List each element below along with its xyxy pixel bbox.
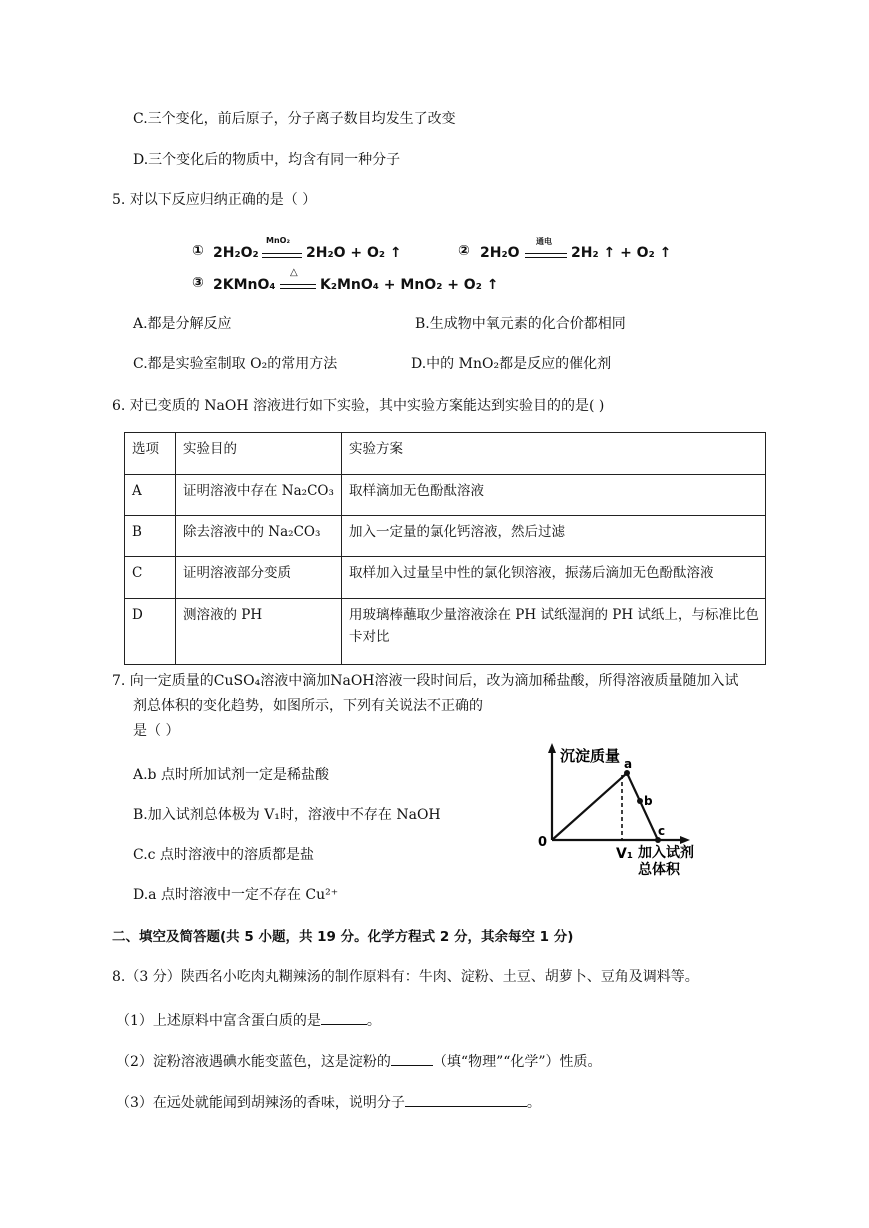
q4-option-c: C.三个变化，前后原子，分子离子数目均发生了改变 — [133, 111, 456, 127]
q7-option-c: C.c 点时溶液中的溶质都是盐 — [133, 847, 314, 863]
q8-2 — [116, 1051, 602, 1071]
q8-2-end: （填“物理”“化学”）性质。 — [432, 1054, 602, 1070]
graph-line — [552, 773, 658, 840]
eq2-number: ② — [458, 243, 470, 259]
cell-option: C — [125, 557, 176, 599]
header-plan: 实验方案 — [342, 433, 766, 475]
eq2-reactants: 2H₂O — [480, 245, 520, 261]
eq1-condition: MnO₂ — [266, 236, 290, 245]
q7-stem-line2: 剂总体积的变化趋势，如图所示，下列有关说法不正确的 — [133, 698, 483, 714]
cell-plan: 取样滴加无色酚酞溶液 — [342, 475, 766, 516]
q7-graph — [530, 735, 730, 880]
q7-option-a: A.b 点时所加试剂一定是稀盐酸 — [133, 767, 329, 783]
eq1-reactants: 2H₂O₂ — [213, 245, 259, 261]
point-b — [637, 798, 643, 804]
table-row — [125, 516, 766, 557]
q8-3-end: 。 — [526, 1095, 541, 1111]
header-purpose: 实验目的 — [176, 433, 342, 475]
eq3-equals — [280, 284, 316, 289]
q8-2-answer-blank[interactable] — [391, 1051, 433, 1066]
label-a: a — [624, 757, 633, 771]
cell-option: A — [125, 475, 176, 516]
q5-option-c: C.都是实验室制取 O₂的常用方法 — [133, 356, 338, 372]
q8-2-text: （2）淀粉溶液遇碘水能变蓝色，这是淀粉的 — [116, 1054, 391, 1070]
eq2-condition: 通电 — [536, 237, 552, 246]
cell-plan: 加入一定量的氯化钙溶液，然后过滤 — [342, 516, 766, 557]
q7-option-b: B.加入试剂总体极为 V₁时，溶液中不存在 NaOH — [133, 807, 441, 823]
cell-option: B — [125, 516, 176, 557]
eq3-number: ③ — [192, 275, 204, 291]
eq3-reactants: 2KMnO₄ — [213, 277, 276, 293]
cell-option: D — [125, 599, 176, 665]
cell-plan: 取样加入过量呈中性的氯化钡溶液，振荡后滴加无色酚酞溶液 — [342, 557, 766, 599]
cell-purpose: 测溶液的 PH — [176, 599, 342, 665]
x-axis-label-2: 总体积 — [638, 862, 680, 878]
table-row — [125, 599, 766, 665]
eq2-equals — [525, 253, 567, 258]
q8-3-text: （3）在远处就能闻到胡辣汤的香味，说明分子 — [116, 1095, 405, 1111]
q4-option-d: D.三个变化后的物质中，均含有同一种分子 — [133, 152, 401, 168]
v1-label: V₁ — [616, 846, 633, 862]
q7-option-d: D.a 点时溶液中一定不存在 Cu²⁺ — [133, 887, 339, 903]
q5-option-b: B.生成物中氧元素的化合价都相同 — [415, 316, 626, 332]
origin-label: 0 — [538, 835, 548, 850]
q5-option-a: A.都是分解反应 — [133, 316, 232, 332]
x-axis-label-1: 加入试剂 — [638, 845, 694, 861]
label-c: c — [658, 824, 666, 838]
q6-stem: 6. 对已变质的 NaOH 溶液进行如下实验，其中实验方案能达到实验目的的是( ) — [112, 398, 605, 414]
q8-3-answer-blank[interactable] — [405, 1092, 527, 1107]
q8-1-answer-blank[interactable] — [321, 1010, 367, 1025]
table-header-row — [125, 433, 766, 475]
q8-stem: 8.（3 分）陕西名小吃肉丸糊辣汤的制作原料有：牛肉、淀粉、土豆、胡萝卜、豆角及调料等。 — [112, 969, 699, 985]
cell-purpose: 证明溶液部分变质 — [176, 557, 342, 599]
eq3-condition: △ — [290, 267, 298, 278]
eq1-equals — [262, 253, 302, 258]
q8-1-end: 。 — [366, 1013, 381, 1029]
q7-stem-line1: 7. 向一定质量的CuSO₄溶液中滴加NaOH溶液一段时间后，改为滴加稀盐酸，所得溶液质量随加入试 — [112, 673, 739, 689]
cell-plan: 用玻璃棒蘸取少量溶液涂在 PH 试纸湿润的 PH 试纸上，与标准比色卡对比 — [342, 599, 766, 665]
q5-stem: 5. 对以下反应归纳正确的是（ ） — [112, 192, 317, 208]
q7-stem-line3: 是（ ） — [133, 723, 180, 739]
section-2-title: 二、填空及简答题(共 5 小题，共 19 分。化学方程式 2 分，其余每空 1 分) — [112, 929, 574, 945]
cell-purpose: 除去溶液中的 Na₂CO₃ — [176, 516, 342, 557]
eq3-products: K₂MnO₄ + MnO₂ + O₂ ↑ — [320, 277, 499, 293]
eq2-products: 2H₂ ↑ + O₂ ↑ — [571, 245, 672, 261]
cell-purpose: 证明溶液中存在 Na₂CO₃ — [176, 475, 342, 516]
q6-table — [124, 432, 766, 665]
eq1-products: 2H₂O + O₂ ↑ — [306, 245, 402, 261]
y-arrow-icon — [548, 743, 556, 753]
label-b: b — [644, 794, 653, 808]
q8-1 — [116, 1010, 381, 1030]
q8-1-text: （1）上述原料中富含蛋白质的是 — [116, 1013, 321, 1029]
table-row — [125, 557, 766, 599]
q8-3 — [116, 1092, 541, 1112]
q5-option-d: D.中的 MnO₂都是反应的催化剂 — [411, 356, 612, 372]
eq1-number: ① — [192, 243, 204, 259]
y-axis-label: 沉淀质量 — [560, 747, 621, 765]
table-row — [125, 475, 766, 516]
header-option: 选项 — [125, 433, 176, 475]
x-arrow-icon — [680, 836, 690, 844]
